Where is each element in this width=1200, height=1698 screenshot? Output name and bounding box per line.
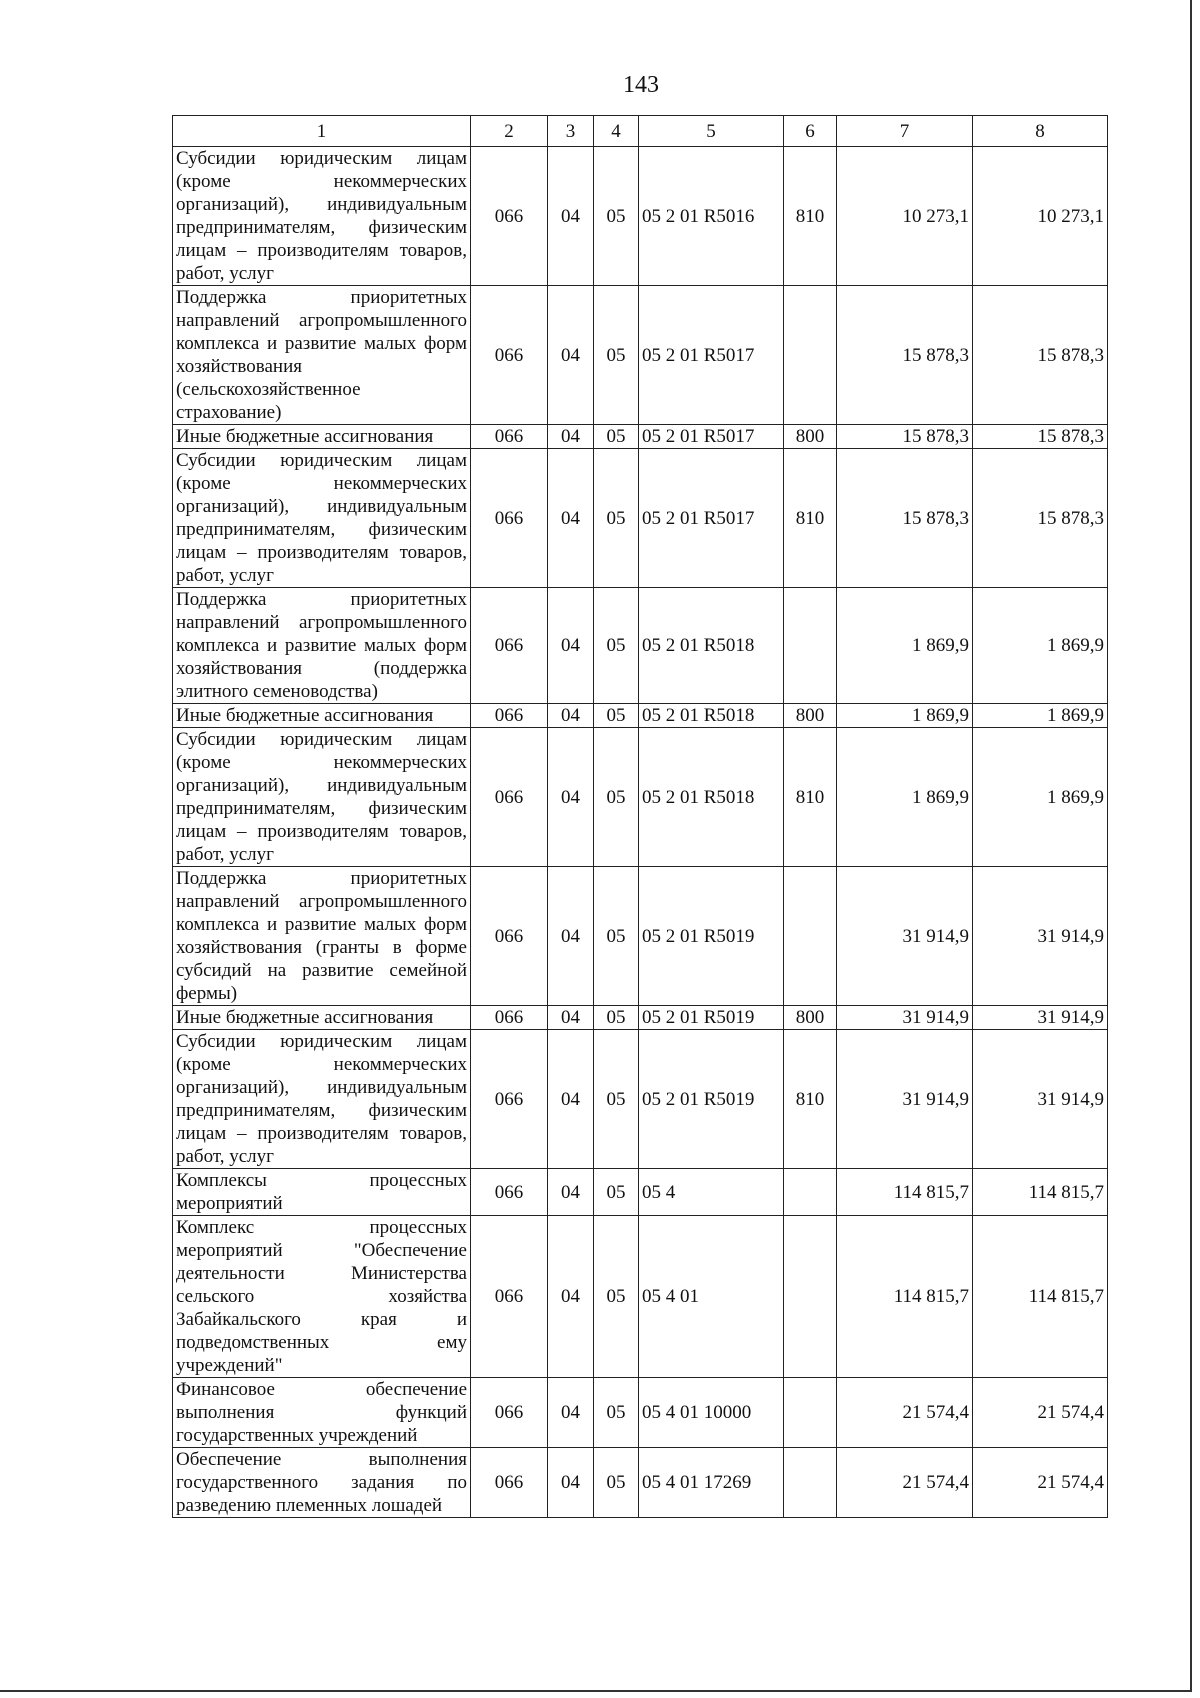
expense-type-code: 810 xyxy=(784,449,837,588)
expense-type-code xyxy=(784,867,837,1006)
target-article-code: 05 2 01 R5018 xyxy=(639,588,784,704)
section-code: 04 xyxy=(548,588,594,704)
section-code: 04 xyxy=(548,728,594,867)
expense-type-code xyxy=(784,1169,837,1216)
table-row xyxy=(173,1378,1108,1448)
ministry-code: 066 xyxy=(471,1448,548,1518)
subsection-code: 05 xyxy=(594,449,639,588)
table-row xyxy=(173,1216,1108,1378)
amount-col8: 1 869,9 xyxy=(973,728,1108,867)
expense-type-code xyxy=(784,588,837,704)
row-name: Субсидии юридическим лицам (кроме некоммерческих организаций), индивидуальным предпринимателям, физическим лицам – производителям товаров, работ, услуг xyxy=(173,147,471,286)
ministry-code: 066 xyxy=(471,867,548,1006)
row-name: Субсидии юридическим лицам (кроме некоммерческих организаций), индивидуальным предпринимателям, физическим лицам – производителям товаров, работ, услуг xyxy=(173,449,471,588)
amount-col7: 10 273,1 xyxy=(837,147,973,286)
table-header-row xyxy=(173,116,1108,147)
table-row xyxy=(173,449,1108,588)
amount-col7: 31 914,9 xyxy=(837,1006,973,1030)
table-row xyxy=(173,704,1108,728)
section-code: 04 xyxy=(548,1006,594,1030)
section-code: 04 xyxy=(548,1030,594,1169)
expense-type-code: 800 xyxy=(784,425,837,449)
row-name: Комплексы процессных мероприятий xyxy=(173,1169,471,1216)
subsection-code: 05 xyxy=(594,1448,639,1518)
amount-col8: 10 273,1 xyxy=(973,147,1108,286)
table-row xyxy=(173,1169,1108,1216)
section-code: 04 xyxy=(548,1216,594,1378)
amount-col8: 31 914,9 xyxy=(973,867,1108,1006)
amount-col7: 21 574,4 xyxy=(837,1378,973,1448)
table-row xyxy=(173,728,1108,867)
target-article-code: 05 4 xyxy=(639,1169,784,1216)
section-code: 04 xyxy=(548,449,594,588)
amount-col8: 15 878,3 xyxy=(973,425,1108,449)
ministry-code: 066 xyxy=(471,704,548,728)
ministry-code: 066 xyxy=(471,147,548,286)
amount-col8: 21 574,4 xyxy=(973,1448,1108,1518)
ministry-code: 066 xyxy=(471,286,548,425)
target-article-code: 05 2 01 R5019 xyxy=(639,1006,784,1030)
target-article-code: 05 2 01 R5018 xyxy=(639,728,784,867)
row-name: Иные бюджетные ассигнования xyxy=(173,1006,471,1030)
table-row xyxy=(173,1006,1108,1030)
expense-type-code: 810 xyxy=(784,1030,837,1169)
subsection-code: 05 xyxy=(594,1169,639,1216)
amount-col7: 15 878,3 xyxy=(837,286,973,425)
column-header: 8 xyxy=(973,116,1108,147)
amount-col7: 31 914,9 xyxy=(837,867,973,1006)
target-article-code: 05 4 01 17269 xyxy=(639,1448,784,1518)
table-row xyxy=(173,1448,1108,1518)
amount-col8: 15 878,3 xyxy=(973,449,1108,588)
amount-col8: 114 815,7 xyxy=(973,1216,1108,1378)
target-article-code: 05 2 01 R5016 xyxy=(639,147,784,286)
column-header: 5 xyxy=(639,116,784,147)
section-code: 04 xyxy=(548,425,594,449)
ministry-code: 066 xyxy=(471,425,548,449)
column-header: 4 xyxy=(594,116,639,147)
target-article-code: 05 2 01 R5017 xyxy=(639,449,784,588)
table-row xyxy=(173,588,1108,704)
ministry-code: 066 xyxy=(471,728,548,867)
subsection-code: 05 xyxy=(594,1216,639,1378)
amount-col7: 114 815,7 xyxy=(837,1169,973,1216)
subsection-code: 05 xyxy=(594,704,639,728)
amount-col8: 114 815,7 xyxy=(973,1169,1108,1216)
amount-col7: 1 869,9 xyxy=(837,704,973,728)
amount-col8: 1 869,9 xyxy=(973,704,1108,728)
table-row xyxy=(173,867,1108,1006)
ministry-code: 066 xyxy=(471,1169,548,1216)
expense-type-code: 810 xyxy=(784,147,837,286)
subsection-code: 05 xyxy=(594,286,639,425)
table-row xyxy=(173,1030,1108,1169)
row-name: Комплекс процессных мероприятий "Обеспечение деятельности Министерства сельского хозяйства Забайкальского края и подведомственных ему учреждений" xyxy=(173,1216,471,1378)
amount-col7: 31 914,9 xyxy=(837,1030,973,1169)
row-name: Иные бюджетные ассигнования xyxy=(173,425,471,449)
table-row xyxy=(173,147,1108,286)
amount-col8: 21 574,4 xyxy=(973,1378,1108,1448)
column-header: 7 xyxy=(837,116,973,147)
section-code: 04 xyxy=(548,147,594,286)
row-name: Субсидии юридическим лицам (кроме некоммерческих организаций), индивидуальным предпринимателям, физическим лицам – производителям товаров, работ, услуг xyxy=(173,1030,471,1169)
amount-col8: 1 869,9 xyxy=(973,588,1108,704)
amount-col8: 15 878,3 xyxy=(973,286,1108,425)
section-code: 04 xyxy=(548,1169,594,1216)
expense-type-code xyxy=(784,1216,837,1378)
page-number: 143 xyxy=(623,72,659,98)
amount-col8: 31 914,9 xyxy=(973,1006,1108,1030)
subsection-code: 05 xyxy=(594,1006,639,1030)
amount-col7: 1 869,9 xyxy=(837,728,973,867)
section-code: 04 xyxy=(548,867,594,1006)
target-article-code: 05 2 01 R5018 xyxy=(639,704,784,728)
target-article-code: 05 4 01 10000 xyxy=(639,1378,784,1448)
column-header: 6 xyxy=(784,116,837,147)
budget-table xyxy=(172,115,1108,1518)
row-name: Поддержка приоритетных направлений агропромышленного комплекса и развитие малых форм хозяйствования (гранты в форме субсидий на развитие семейной фермы) xyxy=(173,867,471,1006)
table-row xyxy=(173,286,1108,425)
target-article-code: 05 2 01 R5017 xyxy=(639,286,784,425)
expense-type-code: 810 xyxy=(784,728,837,867)
subsection-code: 05 xyxy=(594,867,639,1006)
section-code: 04 xyxy=(548,1378,594,1448)
ministry-code: 066 xyxy=(471,1378,548,1448)
column-header: 1 xyxy=(173,116,471,147)
ministry-code: 066 xyxy=(471,1030,548,1169)
target-article-code: 05 2 01 R5017 xyxy=(639,425,784,449)
amount-col7: 21 574,4 xyxy=(837,1448,973,1518)
amount-col7: 1 869,9 xyxy=(837,588,973,704)
row-name: Поддержка приоритетных направлений агропромышленного комплекса и развитие малых форм хозяйствования (сельскохозяйственное страхование) xyxy=(173,286,471,425)
column-header: 3 xyxy=(548,116,594,147)
target-article-code: 05 2 01 R5019 xyxy=(639,1030,784,1169)
amount-col7: 15 878,3 xyxy=(837,425,973,449)
expense-type-code xyxy=(784,1378,837,1448)
subsection-code: 05 xyxy=(594,588,639,704)
subsection-code: 05 xyxy=(594,728,639,867)
expense-type-code xyxy=(784,286,837,425)
expense-type-code: 800 xyxy=(784,1006,837,1030)
column-header: 2 xyxy=(471,116,548,147)
subsection-code: 05 xyxy=(594,1378,639,1448)
subsection-code: 05 xyxy=(594,147,639,286)
amount-col7: 114 815,7 xyxy=(837,1216,973,1378)
target-article-code: 05 4 01 xyxy=(639,1216,784,1378)
row-name: Поддержка приоритетных направлений агропромышленного комплекса и развитие малых форм хозяйствования (поддержка элитного семеноводства) xyxy=(173,588,471,704)
ministry-code: 066 xyxy=(471,588,548,704)
row-name: Субсидии юридическим лицам (кроме некоммерческих организаций), индивидуальным предпринимателям, физическим лицам – производителям товаров, работ, услуг xyxy=(173,728,471,867)
ministry-code: 066 xyxy=(471,1006,548,1030)
amount-col8: 31 914,9 xyxy=(973,1030,1108,1169)
section-code: 04 xyxy=(548,1448,594,1518)
ministry-code: 066 xyxy=(471,1216,548,1378)
expense-type-code xyxy=(784,1448,837,1518)
row-name: Финансовое обеспечение выполнения функций государственных учреждений xyxy=(173,1378,471,1448)
section-code: 04 xyxy=(548,286,594,425)
subsection-code: 05 xyxy=(594,425,639,449)
amount-col7: 15 878,3 xyxy=(837,449,973,588)
target-article-code: 05 2 01 R5019 xyxy=(639,867,784,1006)
row-name: Обеспечение выполнения государственного задания по разведению племенных лошадей xyxy=(173,1448,471,1518)
section-code: 04 xyxy=(548,704,594,728)
ministry-code: 066 xyxy=(471,449,548,588)
subsection-code: 05 xyxy=(594,1030,639,1169)
expense-type-code: 800 xyxy=(784,704,837,728)
table-row xyxy=(173,425,1108,449)
row-name: Иные бюджетные ассигнования xyxy=(173,704,471,728)
